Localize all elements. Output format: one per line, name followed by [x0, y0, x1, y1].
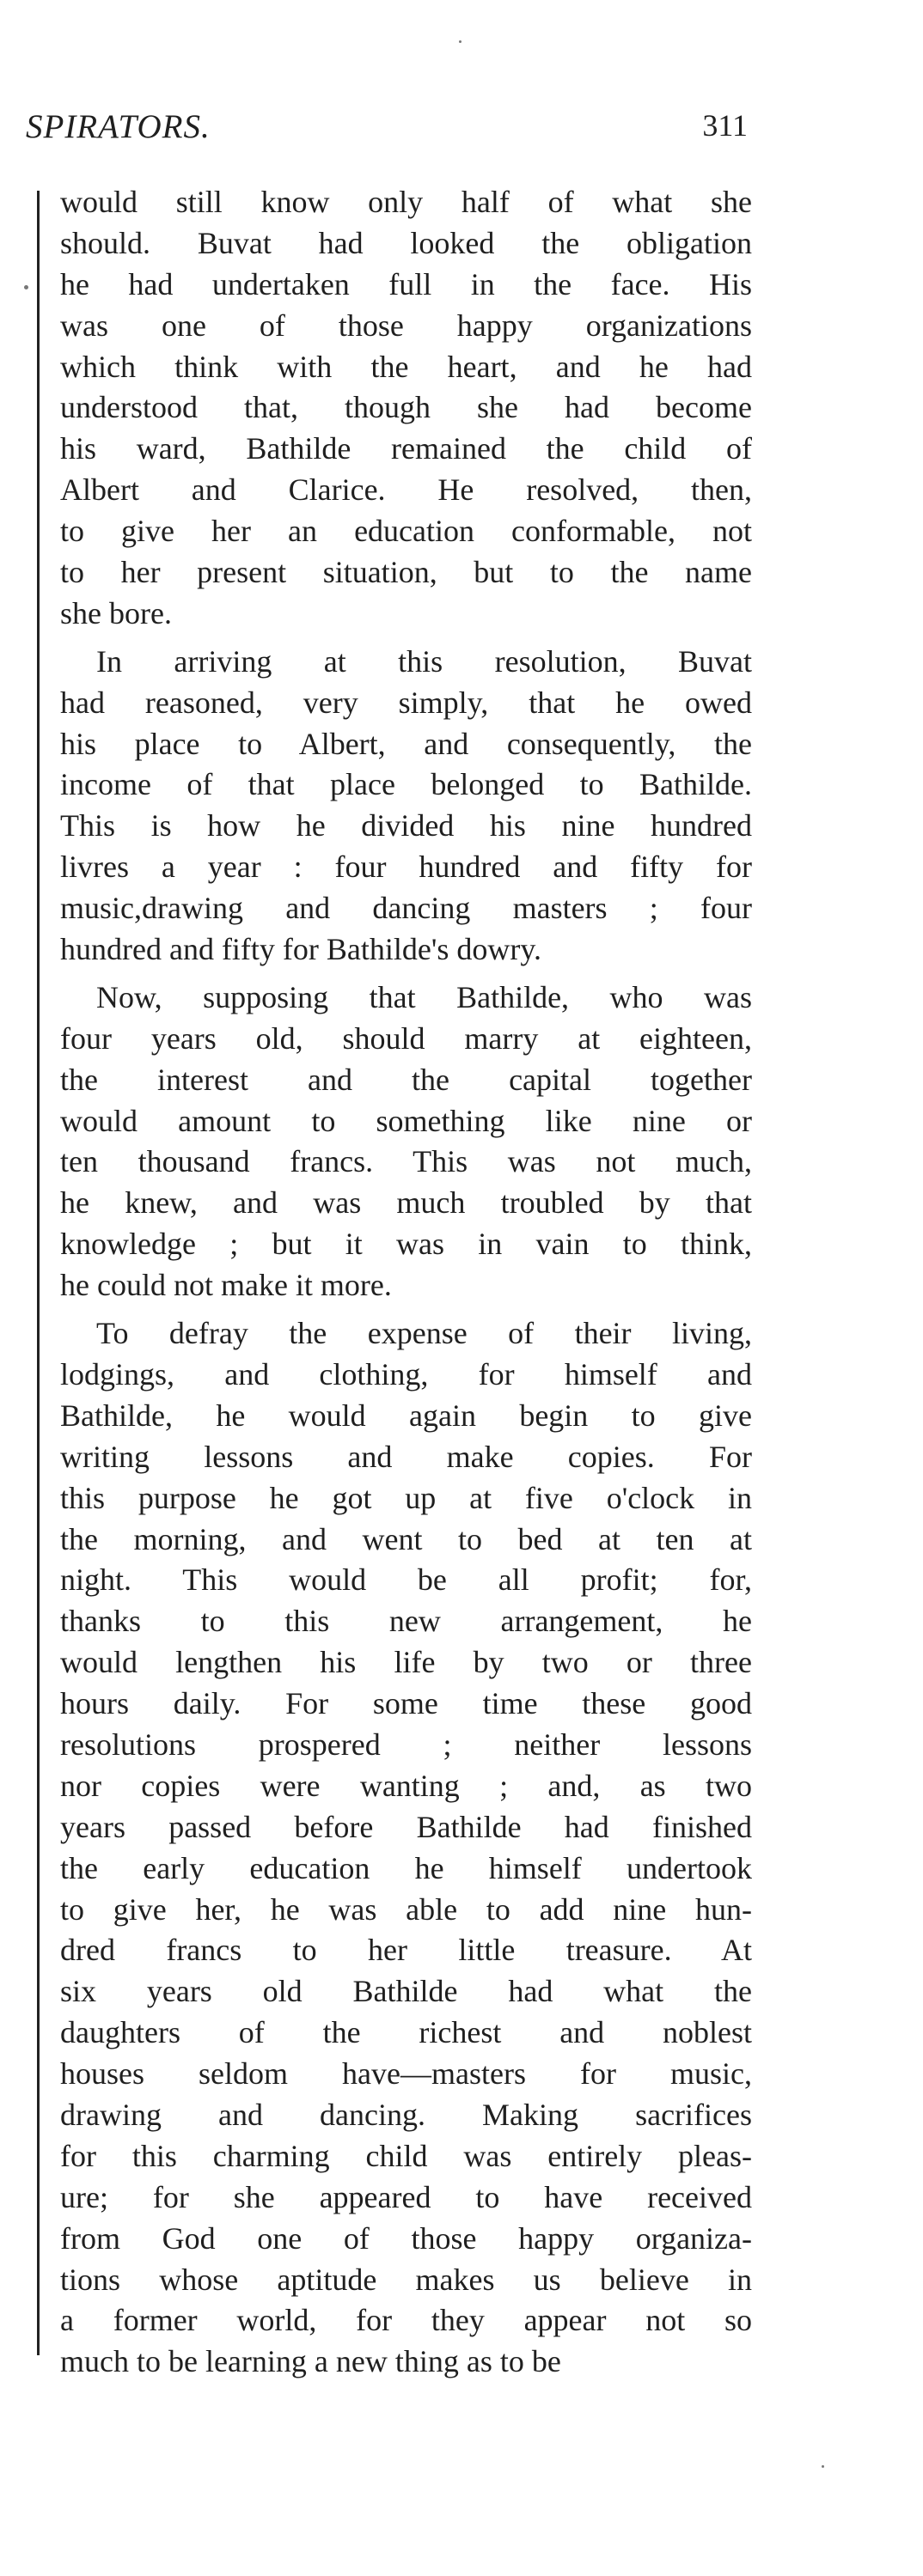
text-line: music,drawing and dancing masters ; four: [60, 891, 752, 926]
text-line: to give her, he was able to add nine hun-: [60, 1891, 752, 1927]
text-line: four years old, should marry at eighteen,: [60, 1020, 752, 1056]
text-line: from God one of those happy organiza-: [60, 2220, 752, 2256]
text-line: ure; for she appeared to have received: [60, 2179, 752, 2214]
text-line: the early education he himself undertook: [60, 1850, 752, 1885]
text-line: the morning, and went to bed at ten at: [60, 1521, 752, 1556]
text-line: to her present situation, but to the name: [60, 555, 752, 590]
text-line: Albert and Clarice. He resolved, then,: [60, 472, 752, 508]
text-line: livres a year : four hundred and fifty for: [60, 850, 752, 885]
text-line: he had undertaken full in the face. His: [60, 266, 752, 301]
paragraph-gap: [60, 971, 752, 977]
text-line: was one of those happy organizations: [60, 308, 752, 343]
text-line: should. Buvat had looked the obligation: [60, 225, 752, 260]
body-text: [60, 182, 752, 2383]
text-line: she bore.: [60, 595, 172, 630]
text-line: In arriving at this resolution, Buvat: [96, 643, 752, 679]
running-head: SPIRATORS.: [26, 108, 211, 145]
text-line: daughters of the richest and noblest: [60, 2015, 752, 2050]
text-line: for this charming child was entirely pleas-: [60, 2138, 752, 2173]
paragraph: [60, 977, 752, 1306]
text-line: drawing and dancing. Making sacrifices: [60, 2097, 752, 2132]
text-line: Bathilde, he would again begin to give: [60, 1398, 752, 1433]
text-line: hundred and fifty for Bathilde's dowry.: [60, 932, 542, 967]
text-line: the interest and the capital together: [60, 1062, 752, 1097]
text-line: his ward, Bathilde remained the child of: [60, 431, 752, 466]
text-line: six years old Bathilde had what the: [60, 1974, 752, 2009]
paragraph: [60, 182, 752, 635]
page-header: [26, 110, 748, 161]
print-speck: [24, 285, 28, 289]
text-line: lodgings, and clothing, for himself and: [60, 1356, 752, 1392]
text-line: nor copies were wanting ; and, as two: [60, 1768, 752, 1803]
text-line: had reasoned, very simply, that he owed: [60, 685, 752, 720]
text-line: he could not make it more.: [60, 1268, 392, 1303]
text-line: resolutions prospered ; neither lessons: [60, 1726, 752, 1762]
text-line: understood that, though she had become: [60, 390, 752, 425]
text-line: writing lessons and make copies. For: [60, 1439, 752, 1474]
text-line: would amount to something like nine or: [60, 1103, 752, 1138]
paragraph-gap: [60, 635, 752, 642]
text-line: Now, supposing that Bathilde, who was: [96, 979, 752, 1014]
text-line: knowledge ; but it was in vain to think,: [60, 1227, 752, 1262]
text-line: This is how he divided his nine hundred: [60, 808, 752, 843]
text-line: tions whose aptitude makes us believe in: [60, 2262, 752, 2297]
text-line: ten thousand francs. This was not much,: [60, 1144, 752, 1179]
paragraph: [60, 1313, 752, 2383]
text-line: To defray the expense of their living,: [96, 1316, 752, 1351]
text-line: night. This would be all profit; for,: [60, 1562, 752, 1598]
text-line: thanks to this new arrangement, he: [60, 1604, 752, 1639]
text-line: his place to Albert, and consequently, the: [60, 726, 752, 761]
text-line: would lengthen his life by two or three: [60, 1645, 752, 1680]
text-line: this purpose he got up at five o'clock in: [60, 1480, 752, 1515]
text-line: much to be learning a new thing as to be: [60, 2344, 561, 2379]
print-speck: [822, 2465, 824, 2468]
margin-rule: [37, 191, 40, 2355]
page-number: 311: [702, 108, 748, 143]
text-line: would still know only half of what she: [60, 185, 752, 219]
text-line: a former world, for they appear not so: [60, 2303, 752, 2338]
text-line: which think with the heart, and he had: [60, 349, 752, 384]
text-line: income of that place belonged to Bathilde.: [60, 767, 752, 802]
text-line: houses seldom have—masters for music,: [60, 2056, 752, 2092]
text-line: dred francs to her little treasure. At: [60, 1933, 752, 1968]
text-line: years passed before Bathilde had finished: [60, 1809, 752, 1844]
paragraph-gap: [60, 1306, 752, 1313]
text-line: he knew, and was much troubled by that: [60, 1185, 752, 1221]
print-speck: [459, 40, 462, 43]
text-line: to give her an education conformable, not: [60, 514, 752, 549]
paragraph: [60, 642, 752, 971]
text-line: hours daily. For some time these good: [60, 1686, 752, 1721]
